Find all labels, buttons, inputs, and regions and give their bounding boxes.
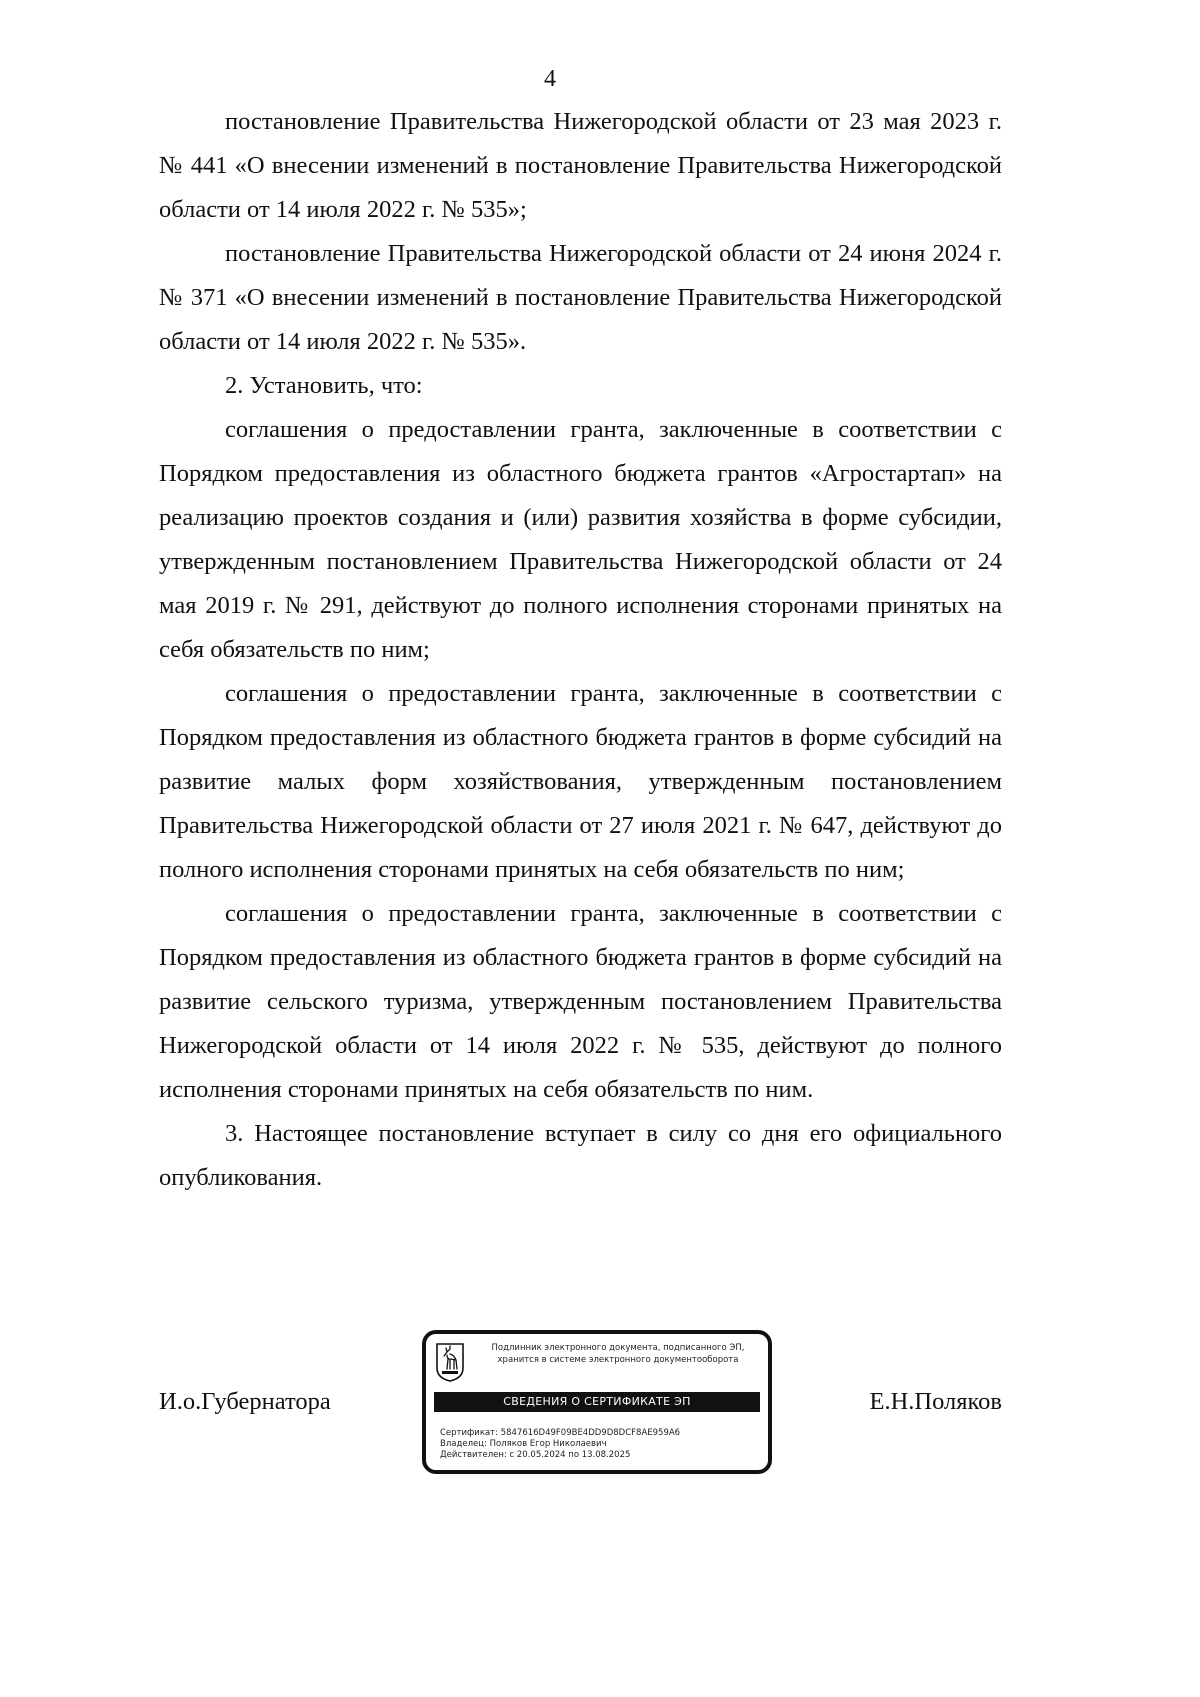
- paragraph-agreements-rural-tourism: соглашения о предоставлении гранта, заключенные в соответствии с Порядком предоставления из областного бюджета грантов в форме субсидий на развитие сельского туризма, утвержденным постановлением Правительства Нижегородской области от 14 июля 2022 г. № 535, действуют до полного исполнения сторонами принятых на себя обязательств по ним.: [159, 900, 1002, 1103]
- page-number: 4: [544, 66, 556, 92]
- certificate-details: [440, 1428, 680, 1461]
- paragraph-item-3-effective: 3. Настоящее постановление вступает в силу со дня его официального опубликования.: [159, 1120, 1002, 1191]
- paragraph-agreements-agrostartap: соглашения о предоставлении гранта, заключенные в соответствии с Порядком предоставления из областного бюджета грантов «Агростартап» на реализацию проектов создания и (или) развития хозяйства в форме субсидии, утвержденным постановлением Правительства Нижегородской области от 24 мая 2019 г. № 291, действуют до полного исполнения сторонами принятых на себя обязательств по ним;: [159, 416, 1002, 663]
- paragraph-agreements-small-forms: соглашения о предоставлении гранта, заключенные в соответствии с Порядком предоставления из областного бюджета грантов в форме субсидий на развитие малых форм хозяйствования, утвержденным постановлением Правительства Нижегородской области от 27 июля 2021 г. № 647, действуют до полного исполнения сторонами принятых на себя обязательств по ним;: [159, 680, 1002, 883]
- coat-of-arms-icon: [435, 1342, 465, 1382]
- document-body: [159, 100, 1002, 1200]
- paragraph-item-2-heading: 2. Установить, что:: [225, 372, 423, 399]
- stamp-header: Подлинник электронного документа, подписанного ЭП, хранится в системе электронного документооборота: [491, 1343, 745, 1365]
- signatory-name: Е.Н.Поляков: [869, 1388, 1002, 1415]
- certificate-info-bar: СВЕДЕНИЯ О СЕРТИФИКАТЕ ЭП: [434, 1392, 760, 1412]
- certificate-owner: Владелец: Поляков Егор Николаевич: [440, 1439, 607, 1449]
- certificate-validity: Действителен: с 20.05.2024 по 13.08.2025: [440, 1450, 631, 1460]
- paragraph-resolution-371: постановление Правительства Нижегородской области от 24 июня 2024 г. № 371 «О внесении изменений в постановление Правительства Нижегородской области от 14 июля 2022 г. № 535».: [159, 240, 1002, 355]
- signatory-position: И.о.Губернатора: [159, 1388, 331, 1415]
- paragraph-resolution-441: постановление Правительства Нижегородской области от 23 мая 2023 г. № 441 «О внесении изменений в постановление Правительства Нижегородской области от 14 июля 2022 г. № 535»;: [159, 108, 1002, 223]
- certificate-serial: Сертификат: 5847616D49F09BE4DD9D8DCF8AE959A6: [440, 1428, 681, 1438]
- electronic-signature-stamp: [422, 1330, 772, 1474]
